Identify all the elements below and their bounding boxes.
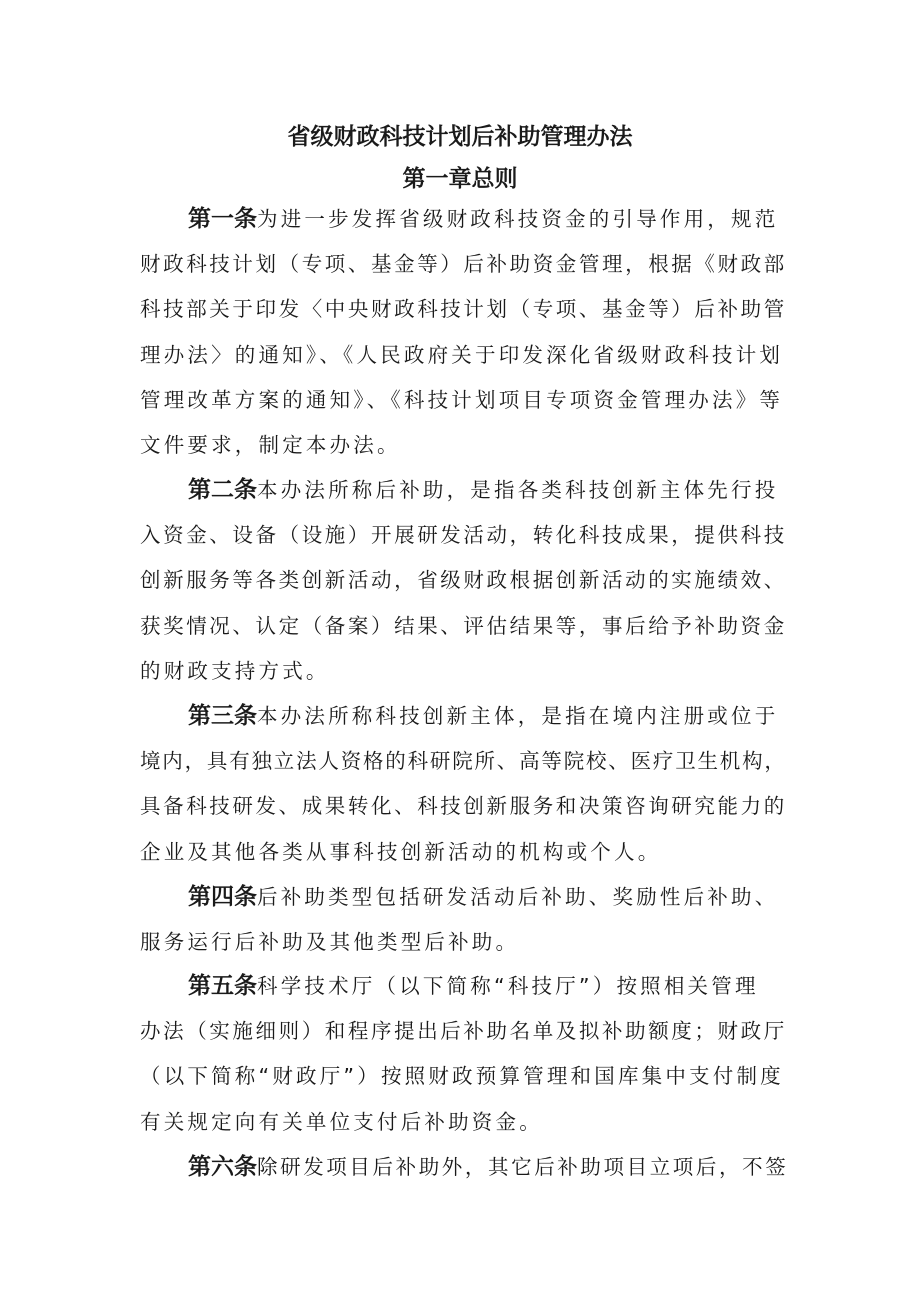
article-text: 本办法所称后补助，是指各类科技创新主体先行投 [257, 478, 779, 502]
article-line [140, 694, 790, 739]
article-line: 财政科技计划（专项、基金等）后补助资金管理，根据《财政部 [140, 252, 787, 277]
article-2 [140, 468, 790, 694]
article-text: 本办法所称科技创新主体，是指在境内注册或位于 [257, 704, 779, 728]
article-line: 科技部关于印发〈中央财政科技计划（专项、基金等）后补助管 [140, 297, 787, 322]
article-label: 第一条 [188, 206, 257, 232]
article-6 [140, 1145, 790, 1190]
article-line: 办法（实施细则）和程序提出后补助名单及拟补助额度；财政厅 [140, 1019, 787, 1044]
article-line: 管理改革方案的通知》、《科技计划项目专项资金管理办法》等 [140, 387, 784, 412]
article-line: 文件要求，制定本办法。 [140, 432, 401, 457]
article-text: 为进一步发挥省级财政科技资金的引导作用，规范 [257, 207, 779, 231]
article-line [140, 875, 790, 920]
article-label: 第二条 [188, 477, 257, 503]
chapter-title: 第一章总则 [402, 166, 518, 192]
article-5 [140, 964, 790, 1145]
article-label: 第六条 [188, 1154, 257, 1180]
article-line: 企业及其他各类从事科技创新活动的机构或个人。 [140, 839, 662, 864]
article-line: 创新服务等各类创新活动，省级财政根据创新活动的实施绩效、 [140, 568, 787, 593]
article-label: 第三条 [188, 703, 257, 729]
article-label: 第四条 [188, 884, 257, 910]
article-line: （以下简称“财政厅”）按照财政预算管理和国库集中支付制度 [140, 1064, 784, 1089]
article-line: 具备科技研发、成果转化、科技创新服务和决策咨询研究能力的 [140, 794, 787, 819]
article-text: 后补助类型包括研发活动后补助、奖励性后补助、 [257, 885, 779, 909]
article-text: 科学技术厅（以下简称“科技厅”）按照相关管理 [257, 974, 759, 998]
article-line [140, 964, 790, 1009]
article-line: 理办法〉的通知》、《人民政府关于印发深化省级财政科技计划 [140, 342, 784, 367]
article-line [140, 197, 790, 242]
article-text: 除研发项目后补助外，其它后补助项目立项后，不签 [257, 1155, 789, 1179]
article-line: 境内，具有独立法人资格的科研院所、高等院校、医疗卫生机构， [140, 749, 787, 774]
article-line: 获奖情况、认定（备案）结果、评估结果等，事后给予补助资金 [140, 613, 787, 638]
article-line: 有关规定向有关单位支付后补助资金。 [140, 1109, 543, 1134]
article-line: 服务运行后补助及其他类型后补助。 [140, 930, 520, 955]
article-1 [140, 197, 790, 468]
document-title: 省级财政科技计划后补助管理办法 [287, 124, 633, 150]
article-line [140, 468, 790, 513]
article-3 [140, 694, 790, 875]
article-4 [140, 875, 790, 965]
article-line [140, 1145, 790, 1190]
article-line: 入资金、设备（设施）开展研发活动，转化科技成果，提供科技 [140, 523, 787, 548]
article-line: 的财政支持方式。 [140, 658, 330, 683]
article-label: 第五条 [188, 973, 257, 999]
